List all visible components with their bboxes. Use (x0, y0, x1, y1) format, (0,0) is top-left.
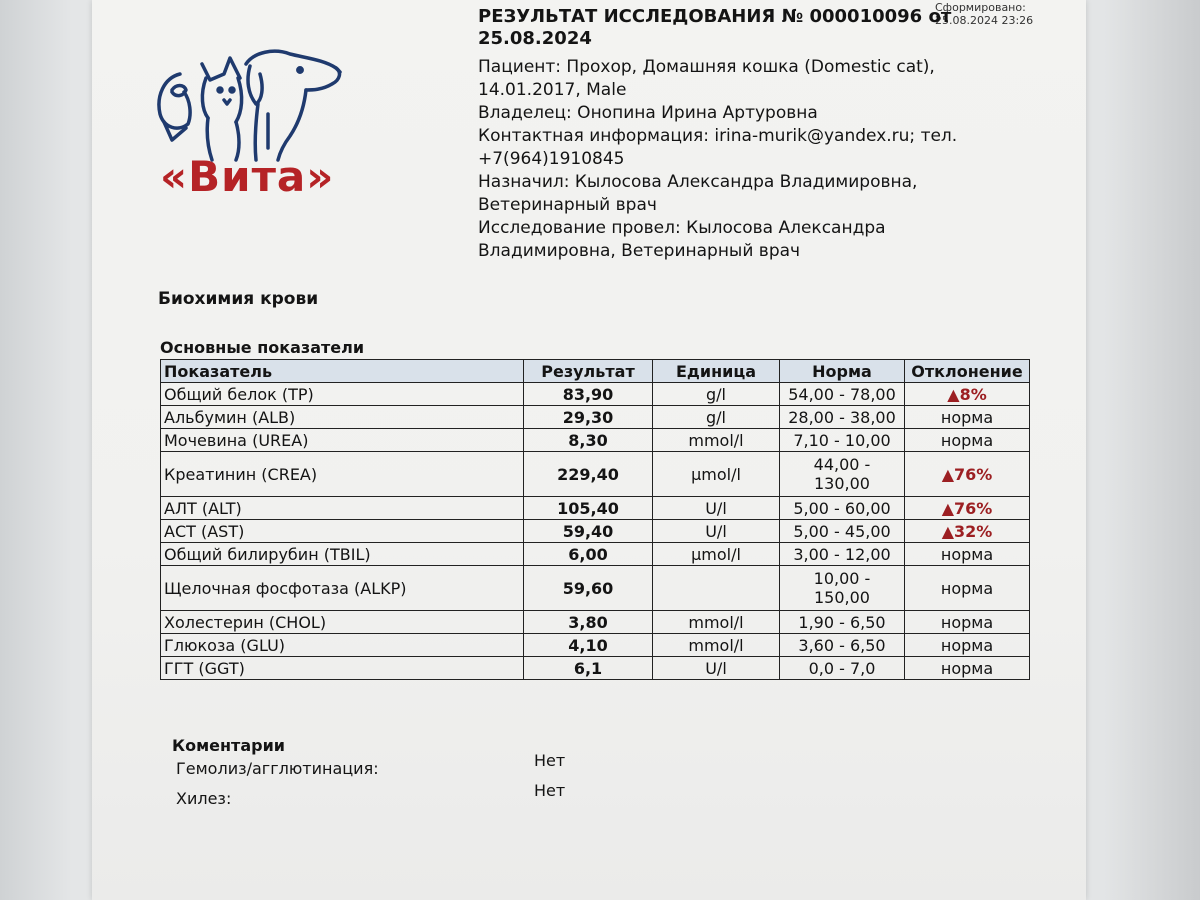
cell-deviation: норма (905, 429, 1030, 452)
cell-name: Альбумин (ALB) (161, 406, 524, 429)
cell-deviation: ▲76% (905, 452, 1030, 497)
cell-name: Общий билирубин (TBIL) (161, 543, 524, 566)
cell-norm: 54,00 - 78,00 (780, 383, 905, 406)
generated-timestamp: Сформировано: 25.08.2024 23:26 (935, 1, 1034, 27)
cell-norm: 1,90 - 6,50 (780, 611, 905, 634)
header-result: Результат (524, 360, 653, 383)
performed-line2: Владимировна, Ветеринарный врач (478, 241, 801, 261)
cell-unit: U/l (653, 497, 780, 520)
cell-norm: 5,00 - 45,00 (780, 520, 905, 543)
table-row (161, 429, 1030, 452)
cell-norm: 7,10 - 10,00 (780, 429, 905, 452)
table-row (161, 452, 1030, 497)
cell-norm (780, 566, 905, 611)
cell-unit (653, 566, 780, 611)
report-header (478, 6, 1038, 263)
cell-norm-line2: 130,00 (814, 474, 870, 493)
table-row (161, 611, 1030, 634)
cell-unit: U/l (653, 520, 780, 543)
cell-norm-line1: 10,00 - (813, 569, 871, 588)
comment-label: Хилез: (176, 789, 232, 808)
table-row (161, 657, 1030, 680)
subsection-title: Основные показатели (160, 338, 365, 357)
table-row (161, 634, 1030, 657)
comment-row-hemolysis (172, 751, 592, 789)
cell-norm (780, 452, 905, 497)
header-indicator: Показатель (161, 360, 524, 383)
comment-row-chylosis (172, 781, 592, 819)
cell-norm: 28,00 - 38,00 (780, 406, 905, 429)
cell-deviation: ▲76% (905, 497, 1030, 520)
cell-norm-line1: 44,00 - (813, 455, 871, 474)
cell-unit: mmol/l (653, 611, 780, 634)
cell-result: 29,30 (524, 406, 653, 429)
cell-unit: µmol/l (653, 452, 780, 497)
cell-unit: U/l (653, 657, 780, 680)
cell-result: 6,00 (524, 543, 653, 566)
cell-result: 59,60 (524, 566, 653, 611)
owner-line: Владелец: Онопина Ирина Артуровна (478, 103, 818, 123)
table-header-row (161, 360, 1030, 383)
table-row (161, 383, 1030, 406)
comments-title: Коментарии (172, 736, 285, 755)
patient-line1: Пациент: Прохор, Домашняя кошка (Domestic cat), (478, 57, 935, 77)
cell-result: 105,40 (524, 497, 653, 520)
cell-unit: mmol/l (653, 634, 780, 657)
cell-result: 229,40 (524, 452, 653, 497)
cell-name: АЛТ (ALT) (161, 497, 524, 520)
report-title-line1: РЕЗУЛЬТАТ ИССЛЕДОВАНИЯ № 000010096 от (478, 6, 952, 27)
table-row (161, 520, 1030, 543)
cell-result: 3,80 (524, 611, 653, 634)
comment-label: Гемолиз/агглютинация: (176, 759, 379, 778)
comment-value: Нет (534, 751, 566, 770)
assigned-line1: Назначил: Кылосова Александра Владимировна, (478, 172, 918, 192)
table-row (161, 543, 1030, 566)
cell-unit: mmol/l (653, 429, 780, 452)
section-title: Биохимия крови (158, 289, 319, 309)
clinic-logo-text: «Вита» (160, 152, 335, 201)
cell-deviation: норма (905, 566, 1030, 611)
cell-name: Креатинин (CREA) (161, 452, 524, 497)
cell-name: Общий белок (TP) (161, 383, 524, 406)
cell-deviation: норма (905, 543, 1030, 566)
cell-norm: 0,0 - 7,0 (780, 657, 905, 680)
cell-deviation: норма (905, 406, 1030, 429)
cell-name: Щелочная фосфотаза (ALKP) (161, 566, 524, 611)
cell-result: 8,30 (524, 429, 653, 452)
cell-name: ГГТ (GGT) (161, 657, 524, 680)
cell-norm: 3,60 - 6,50 (780, 634, 905, 657)
contact-line1: Контактная информация: irina-murik@yandex.ru; тел. (478, 126, 958, 146)
cell-norm: 5,00 - 60,00 (780, 497, 905, 520)
cell-norm: 3,00 - 12,00 (780, 543, 905, 566)
comments-section (172, 736, 592, 819)
cell-unit: g/l (653, 383, 780, 406)
table-row (161, 566, 1030, 611)
results-table (160, 359, 1030, 680)
cell-deviation: ▲32% (905, 520, 1030, 543)
performed-line1: Исследование провел: Кылосова Александра (478, 218, 886, 238)
assigned-line2: Ветеринарный врач (478, 195, 657, 215)
table-row (161, 406, 1030, 429)
header-deviation: Отклонение (905, 360, 1030, 383)
cell-result: 59,40 (524, 520, 653, 543)
contact-line2: +7(964)1910845 (478, 149, 625, 169)
cell-result: 6,1 (524, 657, 653, 680)
cell-name: Глюкоза (GLU) (161, 634, 524, 657)
cell-deviation: норма (905, 634, 1030, 657)
cell-result: 4,10 (524, 634, 653, 657)
cell-deviation: норма (905, 611, 1030, 634)
header-unit: Единица (653, 360, 780, 383)
header-norm: Норма (780, 360, 905, 383)
cell-unit: g/l (653, 406, 780, 429)
table-row (161, 497, 1030, 520)
comment-value: Нет (534, 781, 566, 800)
cell-result: 83,90 (524, 383, 653, 406)
cell-deviation: норма (905, 657, 1030, 680)
report-title (478, 6, 1038, 50)
cell-name: АСТ (AST) (161, 520, 524, 543)
cell-unit: µmol/l (653, 543, 780, 566)
cell-name: Мочевина (UREA) (161, 429, 524, 452)
report-title-line2: 25.08.2024 (478, 28, 592, 49)
cell-deviation: ▲8% (905, 383, 1030, 406)
cell-norm-line2: 150,00 (814, 588, 870, 607)
patient-line2: 14.01.2017, Male (478, 80, 627, 100)
cell-name: Холестерин (CHOL) (161, 611, 524, 634)
